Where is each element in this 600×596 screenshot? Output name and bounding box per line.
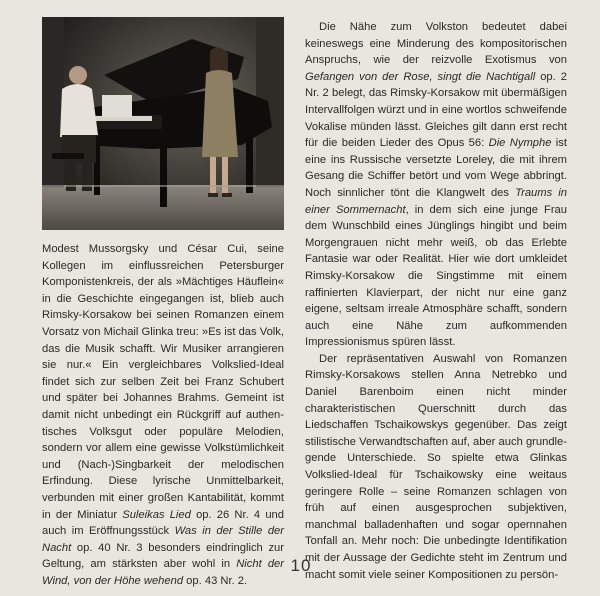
right-text-column: [305, 19, 567, 583]
right-paragraph-2: Der repräsentativen Auswahl von Romanzen Rimsky-Korsakows stellen Anna Netrebko und Daniel Barenboim einen nicht minder charakteristischen Querschnitt durch das Liedschaffen Tschaikowskys gegenüber. Das zeigt stilistische Verwandtschaften auf, aber auch grundlegende Unterschiede. So spielte etwa Glinkas Volkslied-Ideal für Tschaikowsky eine weitaus geringere Rolle – seine Romanzen schlagen von früh auf einen ausgesprochen subjektiven, manchmal balladenhaften und sogar opernnahen Tonfall an. Mehr noch: Die unbedingte Identifikation mit der Aussage der Gedichte steht im Zentrum und macht somit viele seiner Kompositionen zu persön-: [305, 352, 567, 581]
left-text-column: [42, 241, 284, 589]
performance-photo: [42, 17, 284, 230]
photo-pianist-and-singer: [42, 17, 284, 230]
left-paragraph: Modest Mussorgsky und César Cui, seine Kollegen im einflussreichen Petersburger Komponistenkreis, der als »Mächtiges Häuflein« in die Geschichte eingegangen ist, blieb auch Rimsky-Korsakow bei seinen Romanzen einem Vorsatz von Michail Glinka treu: »Es ist das Volk, das die Musik schafft. Wir Musiker arrangieren sie nur.« Ein vergleichbares Volkslied-Ideal findet sich zur selben Zeit bei Franz Schubert und später bei Johannes Brahms. Gemeint ist damit nicht unbedingt ein Rückgriff auf authentisches Volksgut oder populäre Melodien, sondern vor allem eine gewisse Volkstümlichkeit und (Nach-)Singbarkeit der melodischen Erfindung. Diese lyrische Unmittelbarkeit, verbunden mit einer großen Kantabilität, kommt in der Miniatur Suleikas Lied op. 26 Nr. 4 und auch im Eröffnungsstück Was in der Stille der Nacht op. 40 Nr. 3 besonders eindringlich zur Geltung, am stärksten aber wohl in Nicht der Wind, von der Höhe wehend op. 43 Nr. 2.: [42, 243, 284, 587]
page-number: 10: [290, 556, 312, 575]
right-paragraph-1: Die Nähe zum Volkston bedeutet dabei keineswegs eine Minderung des kompositorischen Anspruchs, wie der reizvolle Exotismus von Gefangen von der Rose, singt die Nachtigall op. 2 Nr. 2 belegt, das Rimsky-Korsakow mit übermäßigen Intervallfolgen würzt und in eine wortlos schweifende Vokalise münden lässt. Gleiches gilt dann erst recht für die beiden Lieder des Opus 56: Die Nymphe ist eine ins Russische versetzte Loreley, die mit ihrem Gesang die Schiffer betört und vom Wege abbringt. Noch sinnlicher tönt die Klangwelt des Traums in einer Sommernacht, in dem sich eine junge Frau dem Wunschbild eines Jünglings hingibt und beim Morgengrauen nicht mehr weiß, ob das Erlebte Fantasie war oder Realität. Hier wie dort umkleidet Rimsky-Korsakow die Singstimme mit einem raffinierten Klavierpart, der nicht nur eine ganz eigene, seltsam irreale Atmosphäre schafft, sondern auch eine Nähe zum aufkommenden Impressionismus spüren lässt.: [305, 21, 568, 349]
